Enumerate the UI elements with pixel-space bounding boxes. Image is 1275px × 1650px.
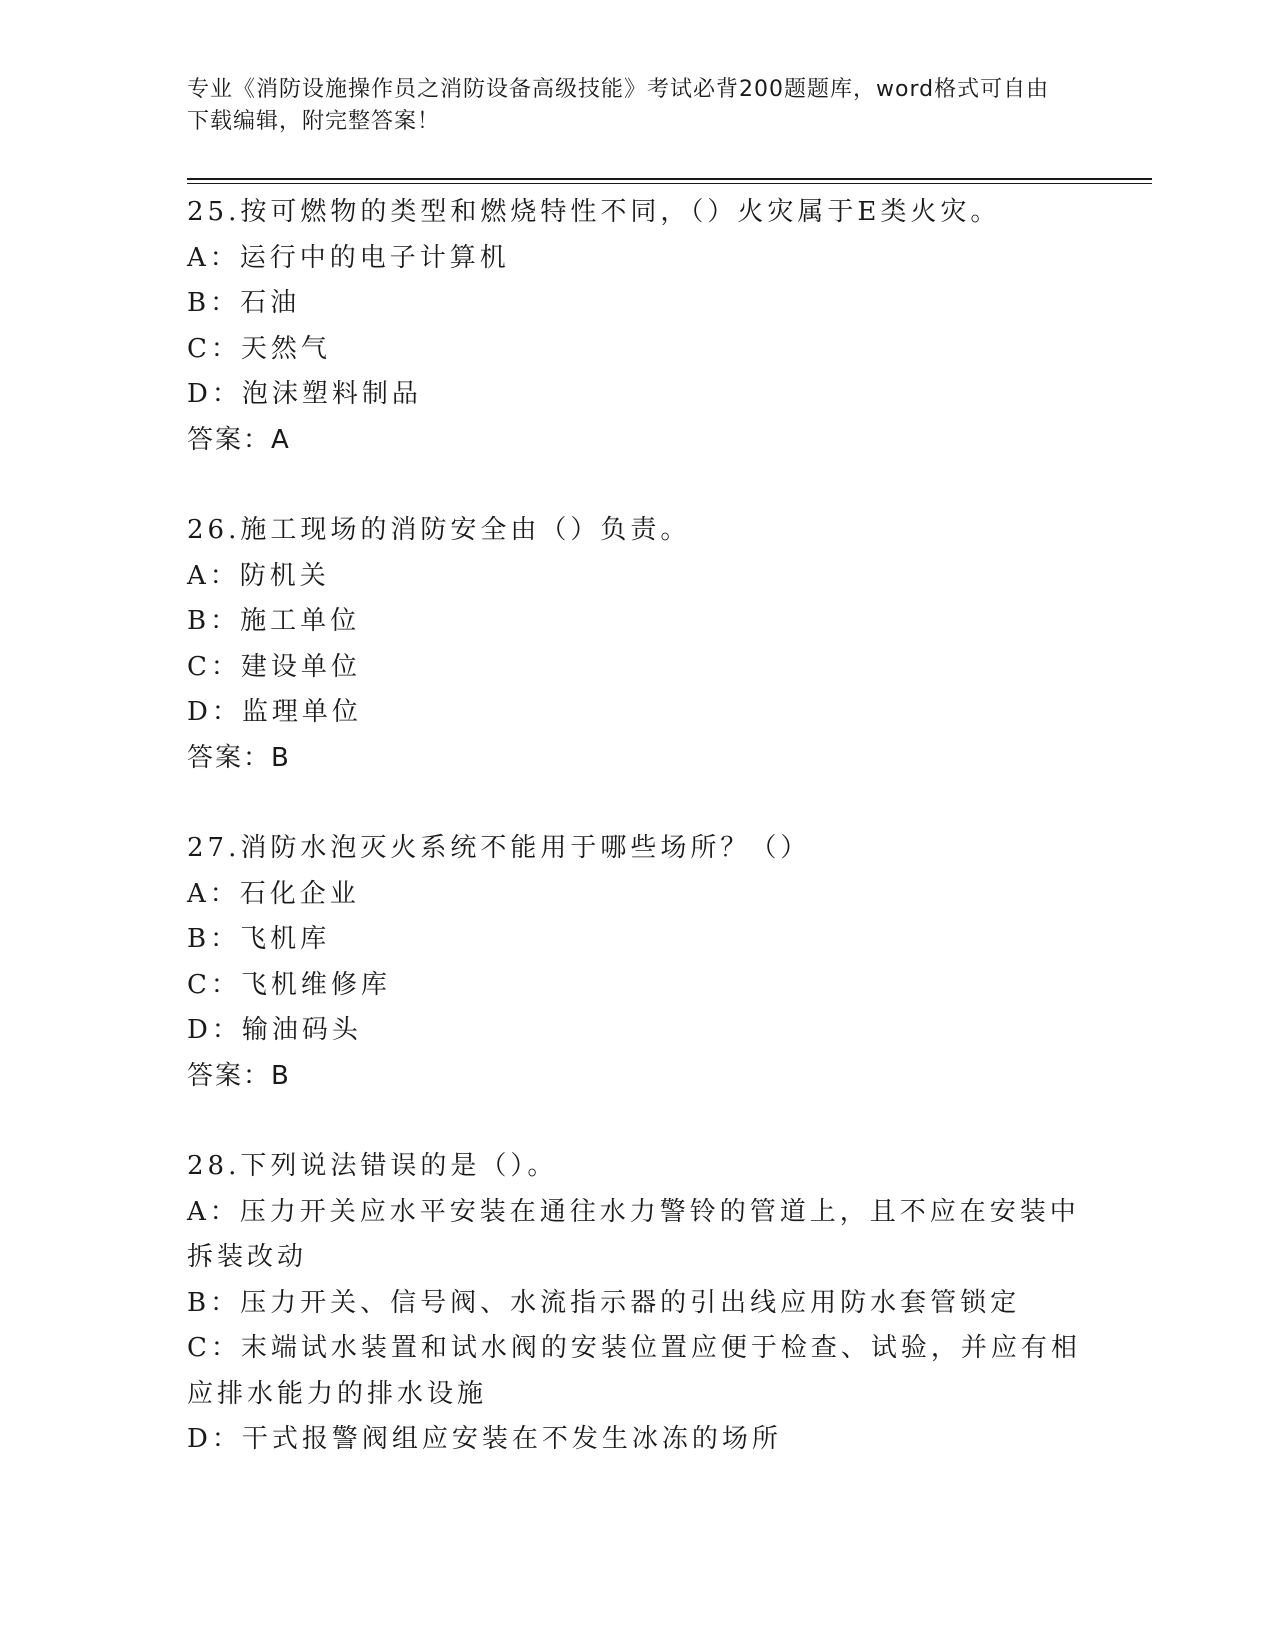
option-c: C：末端试水装置和试水阀的安装位置应便于检查、试验，并应有相应排水能力的排水设施 bbox=[187, 1333, 1081, 1409]
question-text: 施工现场的消防安全由（）负责。 bbox=[240, 515, 691, 545]
question-number: 27. bbox=[187, 833, 241, 863]
question-text: 按可燃物的类型和燃烧特性不同，（）火灾属于E类火灾。 bbox=[240, 197, 1001, 227]
question-stem bbox=[187, 190, 1087, 236]
option-a: A：压力开关应水平安装在通往水力警铃的管道上，且不应在安装中拆装改动 bbox=[187, 1196, 1080, 1272]
document-header: 专业《消防设施操作员之消防设备高级技能》考试必背200题题库，word格式可自由下载编辑，附完整答案！ bbox=[187, 77, 1050, 134]
question-28 bbox=[187, 1144, 1087, 1463]
answer-line: 答案：B bbox=[187, 1060, 291, 1091]
question-number: 25. bbox=[187, 197, 241, 227]
option-d: D：泡沫塑料制品 bbox=[187, 379, 422, 409]
option-d: D：监理单位 bbox=[187, 697, 362, 727]
header-divider bbox=[187, 178, 1152, 180]
option-c: C：建设单位 bbox=[187, 651, 361, 682]
question-stem bbox=[187, 1144, 1087, 1190]
header-divider-thin bbox=[187, 183, 1152, 184]
option-a: A：防机关 bbox=[187, 560, 330, 591]
option-b: B：压力开关、信号阀、水流指示器的引出线应用防水套管锁定 bbox=[187, 1287, 1021, 1318]
option-b: B：石油 bbox=[187, 288, 301, 318]
option-d: D：干式报警阀组应安装在不发生冰冻的场所 bbox=[187, 1424, 782, 1454]
question-text: 下列说法错误的是（）。 bbox=[240, 1151, 558, 1181]
question-number: 26. bbox=[187, 515, 241, 545]
question-26 bbox=[187, 508, 1087, 781]
question-text: 消防水泡灭火系统不能用于哪些场所？（） bbox=[240, 833, 811, 863]
option-a: A：运行中的电子计算机 bbox=[187, 242, 510, 273]
question-25 bbox=[187, 190, 1087, 463]
question-27 bbox=[187, 826, 1087, 1099]
option-d: D：输油码头 bbox=[187, 1015, 362, 1045]
question-number: 28. bbox=[187, 1151, 241, 1181]
question-stem bbox=[187, 508, 1087, 554]
option-a: A：石化企业 bbox=[187, 878, 360, 909]
option-b: B：施工单位 bbox=[187, 606, 361, 636]
option-c: C：天然气 bbox=[187, 333, 331, 364]
option-c: C：飞机维修库 bbox=[187, 969, 391, 1000]
question-stem bbox=[187, 826, 1087, 872]
answer-line: 答案：A bbox=[187, 424, 291, 455]
option-b: B：飞机库 bbox=[187, 924, 331, 954]
answer-line: 答案：B bbox=[187, 742, 291, 773]
question-list bbox=[187, 190, 1087, 1508]
